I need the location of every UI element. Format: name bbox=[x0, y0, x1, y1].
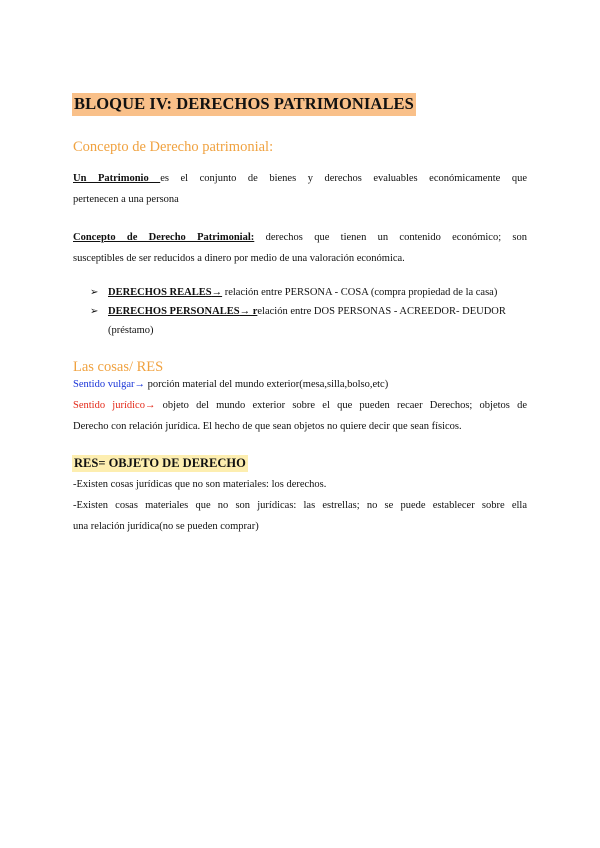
arrow-icon: → r bbox=[239, 306, 258, 317]
bullet-text: relación entre PERSONA - COSA (compra propiedad de la casa) bbox=[222, 287, 498, 298]
term-derechos-personales: DERECHOS PERSONALES bbox=[108, 306, 240, 317]
res-text-3: una relación jurídica(no se pueden comprar) bbox=[73, 521, 259, 532]
patrimonio-text-2: pertenecen a una persona bbox=[73, 194, 179, 205]
patrimonio-text-1: es el conjunto de bienes y derechos evaluables económicamente que bbox=[160, 173, 527, 184]
arrow-icon: → bbox=[144, 400, 156, 411]
term-derechos-reales: DERECHOS REALES bbox=[108, 287, 212, 298]
term-patrimonio: Un Patrimonio bbox=[73, 173, 161, 184]
arrowhead-bullet-icon: ➢ bbox=[90, 287, 99, 298]
paragraph-res bbox=[73, 474, 527, 537]
arrow-icon: → bbox=[211, 287, 223, 298]
bullet-item bbox=[90, 302, 530, 340]
concepto-text-1: derechos que tienen un contenido económico; son bbox=[254, 232, 528, 243]
term-sentido-vulgar: Sentido vulgar bbox=[73, 379, 135, 390]
concepto-text-2: susceptibles de ser reducidos a dinero por medio de una valoración económica. bbox=[73, 253, 405, 264]
page-title: BLOQUE IV: DERECHOS PATRIMONIALES bbox=[72, 93, 416, 116]
paragraph-concepto bbox=[73, 227, 527, 269]
res-text-2: -Existen cosas materiales que no son jurídicas: las estrellas; no se puede establecer sobre ella bbox=[73, 500, 527, 511]
bullet-item bbox=[90, 283, 530, 302]
term-sentido-juridico: Sentido jurídico bbox=[73, 400, 145, 411]
bullet-text: elación entre DOS PERSONAS - ACREEDOR- DEUDOR bbox=[257, 306, 506, 317]
arrow-icon: → bbox=[134, 379, 146, 390]
heading-concepto: Concepto de Derecho patrimonial: bbox=[73, 139, 274, 155]
heading-res: RES= OBJETO DE DERECHO bbox=[74, 456, 246, 470]
res-text-1: -Existen cosas jurídicas que no son materiales: los derechos. bbox=[73, 479, 327, 490]
juridico-text-2: Derecho con relación jurídica. El hecho de que sean objetos no quiere decir que sean físicos. bbox=[73, 421, 462, 432]
bullet-list bbox=[90, 283, 530, 340]
vulgar-text: porción material del mundo exterior(mesa,silla,bolso,etc) bbox=[145, 379, 389, 390]
bullet-text-continued: (préstamo) bbox=[108, 325, 154, 336]
arrowhead-bullet-icon: ➢ bbox=[90, 306, 99, 317]
paragraph-patrimonio bbox=[73, 168, 527, 210]
juridico-text-1: objeto del mundo exterior sobre el que pueden recaer Derechos; objetos de bbox=[155, 400, 527, 411]
paragraph-sentidos bbox=[73, 374, 527, 437]
heading-cosas: Las cosas/ RES bbox=[73, 359, 164, 375]
term-concepto: Concepto de Derecho Patrimonial: bbox=[73, 232, 255, 243]
